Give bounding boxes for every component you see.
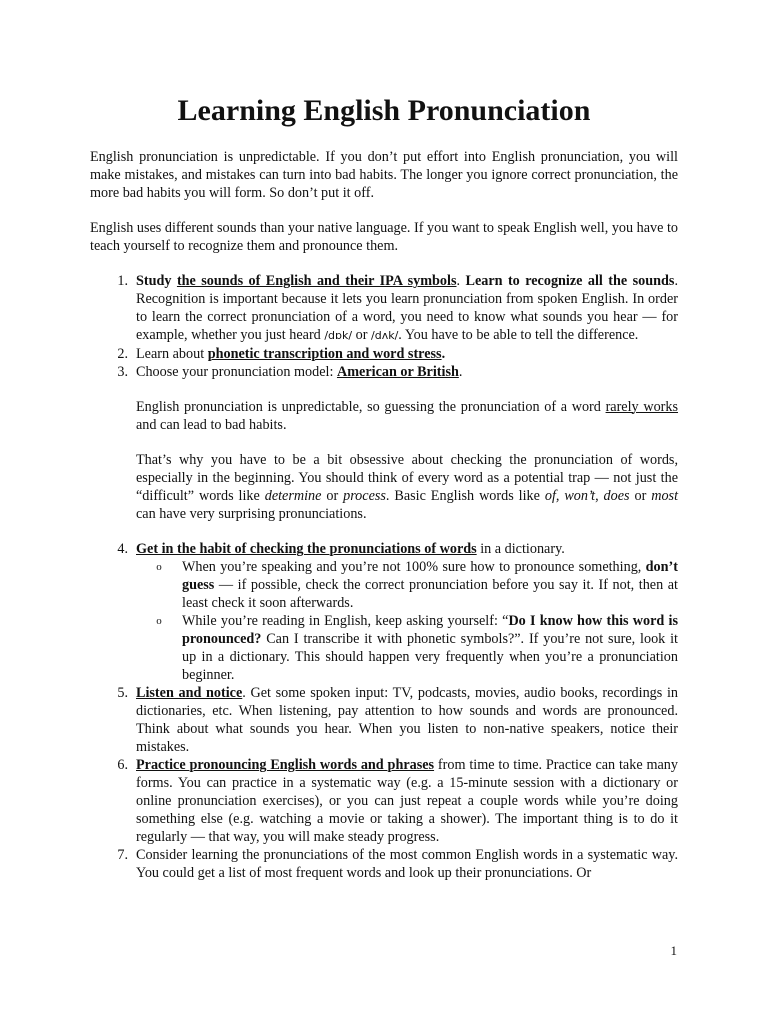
link-listen-and-notice[interactable]: Listen and notice xyxy=(136,685,243,701)
link-ipa-sounds[interactable]: the sounds of English and their IPA symbols xyxy=(176,273,457,289)
ipa-transcription: /dʌk/ xyxy=(371,329,399,342)
link-american-or-british[interactable]: American or British xyxy=(336,364,459,380)
list-number: 5. xyxy=(117,685,128,701)
link-phonetic-transcription[interactable]: phonetic transcription and word stress xyxy=(207,346,442,362)
item-3-subparagraph-1: English pronunciation is unpredictable, so guessing the pronunciation of a word rarely works and can lead to bad habits. xyxy=(136,399,679,433)
list-item-7: 7. Consider learning the pronunciations of the most common English words in a systematic way. You could get a list of most frequent words and look up their pronunciations. Or xyxy=(90,846,678,882)
bold-text: Learn to recognize all the sounds xyxy=(465,273,675,289)
bullet-item: o While you’re reading in English, keep asking yourself: “Do I know how this word is pronounced? Can I transcribe it with phonetic symbols?”. If you’re not sure, look it up in a dictionary. This should happen very frequently when you’re a pronunciation beginner. xyxy=(136,612,678,684)
item-3-subparagraph-2: That’s why you have to be a bit obsessive about checking the pronunciation of words, especially in the beginning. You should think of every word as a potential trap — not just the “difficult” words like determine or process. Basic English words like of, won’t, does or most can have very surprising pronunciations. xyxy=(136,452,679,522)
page-number: 1 xyxy=(670,943,677,958)
document-body xyxy=(90,148,678,882)
intro-paragraph-2: English uses different sounds than your native language. If you want to speak English well, you have to teach yourself to recognize them and pronounce them. xyxy=(90,220,679,254)
list-item-4: 4. Get in the habit of checking the pronunciations of words in a dictionary. o When you’re speaking and you’re not 100% sure how to pronounce something, don’t guess — if possible, check the correct pronunciation before you say it. If not, then at least check it soon afterwards. o While you’re reading in English, keep asking yourself: “Do I know how this word is pronounced? Can I transcribe it with phonetic symbols?”. If you’re not sure, look it up in a dictionary. This should happen very frequently when you’re a pronunciation beginner. xyxy=(90,540,678,684)
list-item-2: 2. Learn about phonetic transcription and word stress. xyxy=(90,345,678,363)
list-item-6: 6. Practice pronouncing English words and phrases from time to time. Practice can take many forms. You can practice in a systematic way (e.g. a 15-minute session with a dictionary or online pronunciation exercises), or you can just repeat a couple words while you’re doing something else (e.g. watching a movie or taking a shower). The important thing is to do it regularly — that way, you will make steady progress. xyxy=(90,756,678,846)
list-item-1: 1. Study the sounds of English and their IPA symbols. Learn to recognize all the sounds. Recognition is important because it lets you learn pronunciation from spoken English. In order to learn the correct pronunciation of a word, you need to know what sounds you hear — for example, whether you just heard /dɒk/ or /dʌk/. You have to be able to tell the difference. xyxy=(90,272,678,345)
list-number: 3. xyxy=(117,364,128,380)
bold-text: Study xyxy=(136,273,172,289)
list-number: 1. xyxy=(117,273,128,289)
bullet-marker: o xyxy=(156,615,162,627)
list-number: 4. xyxy=(117,541,128,557)
list-item-5: 5. Listen and notice. Get some spoken input: TV, podcasts, movies, audio books, recordings in dictionaries, etc. When listening, pay attention to how sounds and words are pronounced. Think about what sounds you hear. When you listen to non-native speakers, notice their mistakes. xyxy=(90,684,678,756)
list-number: 7. xyxy=(117,847,128,863)
bullet-item: o When you’re speaking and you’re not 100% sure how to pronounce something, don’t guess — if possible, check the correct pronunciation before you say it. If not, then at least check it soon afterwards. xyxy=(136,558,678,612)
link-checking-pronunciations[interactable]: Get in the habit of checking the pronunciations of words xyxy=(136,541,477,557)
page-title: Learning English Pronunciation xyxy=(177,94,591,127)
link-rarely-works[interactable]: rarely works xyxy=(605,399,679,415)
ipa-transcription: /dɒk/ xyxy=(324,329,353,342)
link-practice-pronouncing[interactable]: Practice pronouncing English words and phrases xyxy=(136,757,435,773)
list-item-3: 3. Choose your pronunciation model: American or British. English pronunciation is unpredictable, so guessing the pronunciation of a word rarely works and can lead to bad habits. That’s why you have to be a bit obsessive about checking the pronunciation of words, especially in the beginning. You should think of every word as a potential trap — not just the “difficult” words like determine or process. Basic English words like of, won’t, does or most can have very surprising pronunciations. xyxy=(90,363,678,540)
bullet-marker: o xyxy=(156,561,162,573)
intro-paragraph-1: English pronunciation is unpredictable. If you don’t put effort into English pronunciation, you will make mistakes, and mistakes can turn into bad habits. The longer you ignore correct pronunciation, the more bad habits you will form. So don’t put it off. xyxy=(90,149,678,201)
list-number: 6. xyxy=(117,757,128,773)
list-number: 2. xyxy=(117,346,128,362)
